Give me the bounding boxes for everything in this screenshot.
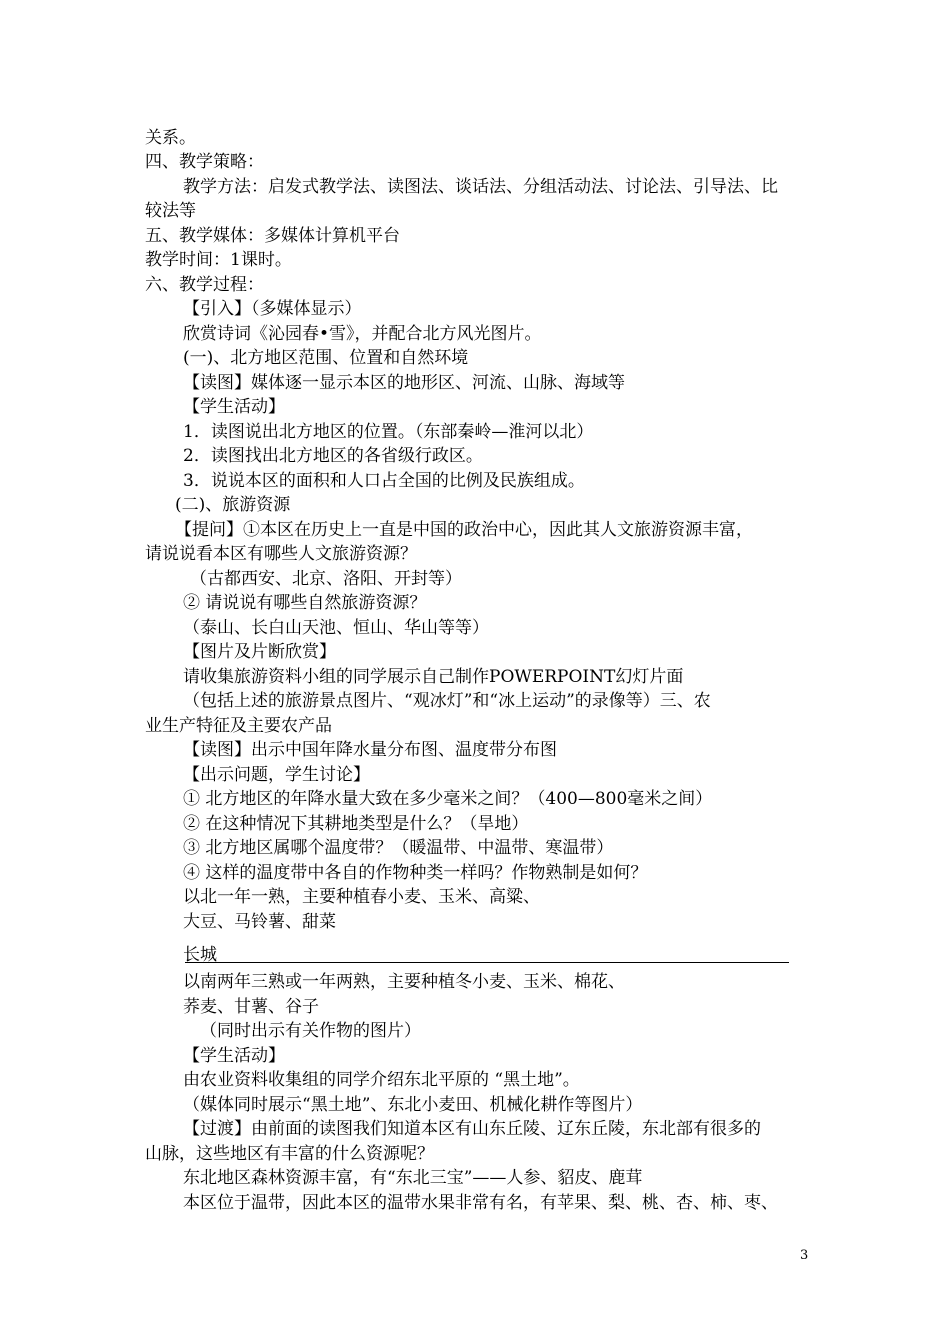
text-line: 【过渡】由前面的读图我们知道本区有山东丘陵、辽东丘陵，东北部有很多的: [183, 1119, 761, 1139]
text-line: 较法等: [145, 201, 196, 221]
text-line: 关系。: [145, 128, 196, 148]
text-line: 教学方法：启发式教学法、读图法、谈话法、分组活动法、讨论法、引导法、比: [183, 177, 778, 197]
text-line: 请说说看本区有哪些人文旅游资源？: [145, 544, 417, 564]
text-line: 本区位于温带，因此本区的温带水果非常有名，有苹果、梨、桃、杏、柿、枣、: [183, 1193, 778, 1213]
text-line: 以北一年一熟，主要种植春小麦、玉米、高粱、: [183, 887, 540, 907]
text-line: 【学生活动】: [183, 397, 285, 417]
list-item: 1．读图说出北方地区的位置。（东部秦岭—淮河以北）: [183, 422, 594, 442]
text-line: 以南两年三熟或一年两熟，主要种植冬小麦、玉米、棉花、: [183, 972, 625, 992]
text-line: （古都西安、北京、洛阳、开封等）: [190, 569, 462, 589]
text-line: （泰山、长白山天池、恒山、华山等等）: [183, 618, 489, 638]
text-line: 请收集旅游资料小组的同学展示自己制作POWERPOINT幻灯片面: [183, 667, 684, 687]
text-line: 教学时间：1课时。: [145, 250, 292, 270]
list-item: ② 在这种情况下其耕地类型是什么？（旱地）: [183, 814, 529, 834]
text-line: 【引入】（多媒体显示）: [183, 299, 362, 319]
list-item: 3．说说本区的面积和人口占全国的比例及民族组成。: [183, 471, 585, 491]
section-heading: 六、教学过程：: [145, 275, 264, 295]
text-line: （同时出示有关作物的图片）: [200, 1021, 421, 1041]
section-heading: 四、教学策略：: [145, 152, 264, 172]
page-number: 3: [800, 1248, 809, 1263]
text-line: 由农业资料收集组的同学介绍东北平原的 “黑土地”。: [183, 1070, 580, 1090]
text-line: 【读图】出示中国年降水量分布图、温度带分布图: [183, 740, 557, 760]
list-item: ③ 北方地区属哪个温度带？（暖温带、中温带、寒温带）: [183, 838, 614, 858]
text-line: （媒体同时展示“黑土地”、东北小麦田、机械化耕作等图片）: [183, 1095, 643, 1115]
text-line: （包括上述的旅游景点图片、“观冰灯”和“冰上运动”的录像等）三、农: [183, 691, 711, 711]
text-line: 【图片及片断欣赏】: [183, 642, 336, 662]
subsection-heading: (二)、旅游资源: [175, 495, 291, 515]
text-line: 【读图】媒体逐一显示本区的地形区、河流、山脉、海域等: [183, 373, 625, 393]
great-wall-divider-line: [185, 962, 789, 963]
text-line: 【出示问题，学生讨论】: [183, 765, 370, 785]
text-line: 【学生活动】: [183, 1046, 285, 1066]
text-line: 【提问】①本区在历史上一直是中国的政治中心，因此其人文旅游资源丰富，: [175, 520, 753, 540]
great-wall-label: 长城: [183, 945, 217, 965]
text-line: 东北地区森林资源丰富，有“东北三宝”——人参、貂皮、鹿茸: [183, 1168, 643, 1188]
text-line: 业生产特征及主要农产品: [145, 716, 332, 736]
text-line: 荞麦、甘薯、谷子: [183, 997, 319, 1017]
text-line: ② 请说说有哪些自然旅游资源？: [183, 593, 427, 613]
text-line: 欣赏诗词《沁园春•雪》，并配合北方风光图片。: [183, 324, 542, 344]
list-item: ① 北方地区的年降水量大致在多少毫米之间？（400—800毫米之间）: [183, 789, 713, 809]
text-line: 山脉，这些地区有丰富的什么资源呢？: [145, 1144, 434, 1164]
subsection-heading: (一)、北方地区范围、位置和自然环境: [183, 348, 469, 368]
section-heading: 五、教学媒体：多媒体计算机平台: [145, 226, 400, 246]
text-line: 大豆、马铃薯、甜菜: [183, 912, 336, 932]
list-item: ④ 这样的温度带中各自的作物种类一样吗？作物熟制是如何？: [183, 863, 648, 883]
list-item: 2．读图找出北方地区的各省级行政区。: [183, 446, 483, 466]
